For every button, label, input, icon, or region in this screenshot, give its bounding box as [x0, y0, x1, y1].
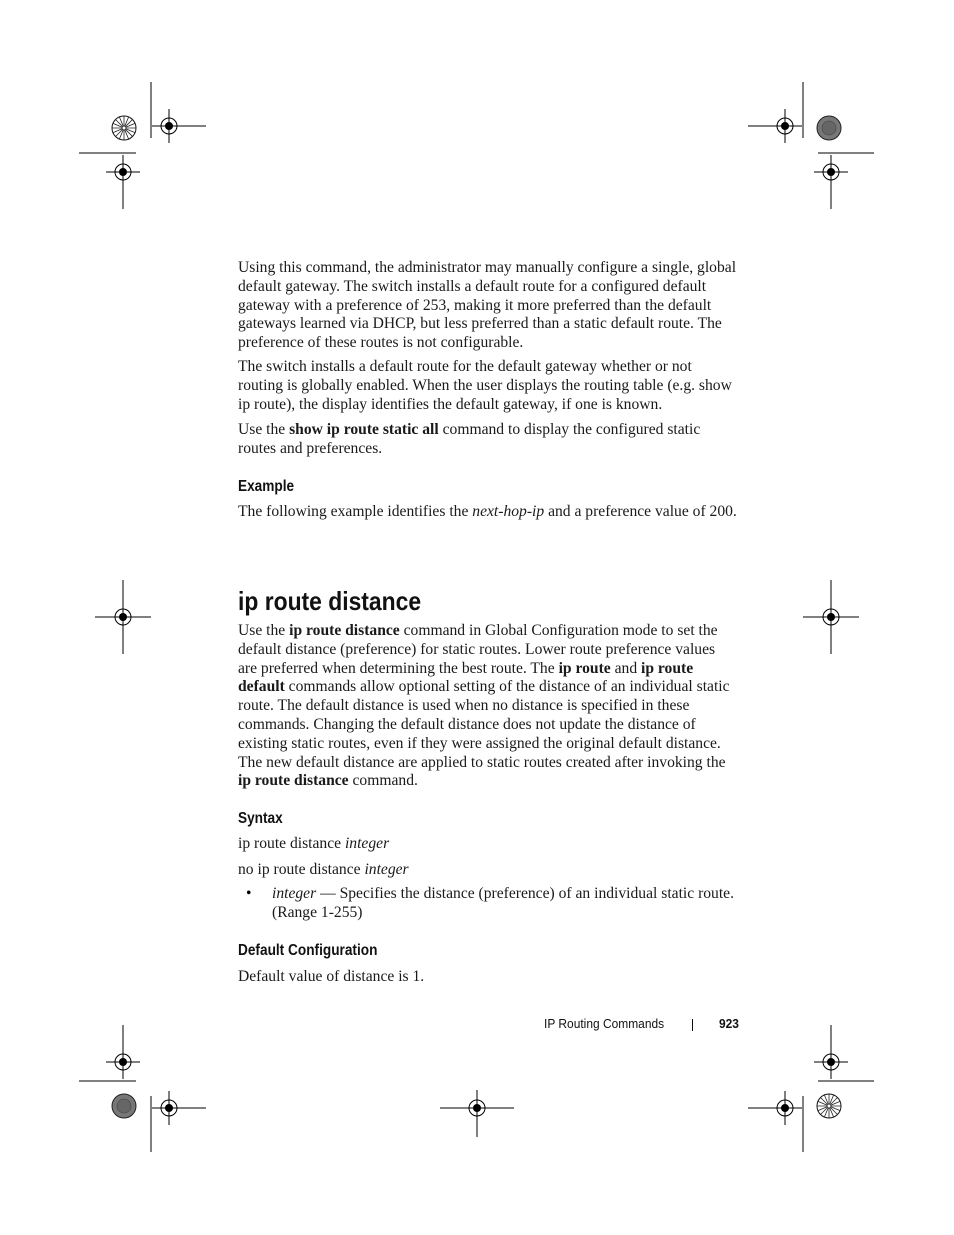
default-configuration-heading: Default Configuration	[238, 942, 378, 959]
paragraph-text: Use the ip route distance command in Global Configuration mode to set the default distance (preference) for static routes. Lower route preference values are preferred when determining the best route. The ip route and ip route default commands allow optional setting of the distance of an individual static route. The default distance is used when no distance is specified in these commands. Changing the default distance does not update the distance of existing static routes, even if they were assigned the original default distance. The new default distance are applied to static routes created after invoking the ip route distance command.	[238, 622, 730, 790]
side-mark-left	[95, 580, 151, 654]
corner-mark-bottom-right	[748, 1025, 874, 1152]
section-intro-paragraph	[238, 622, 738, 791]
intro-paragraph-3	[238, 421, 738, 459]
paragraph-text: The switch installs a default route for the default gateway whether or not routing is globally enabled. When the user displays the routing table (e.g. show ip route), the display identifies the default gateway, if one is known.	[238, 358, 732, 413]
section-title: ip route distance	[238, 586, 422, 616]
syntax-parameter-item: integer — Specifies the distance (preference) of an individual static route. (Range 1-255)	[272, 885, 735, 921]
bottom-center-mark	[440, 1090, 514, 1137]
example-paragraph	[238, 503, 738, 522]
syntax-line-2: no ip route distance integer	[238, 861, 409, 878]
footer-page-number: 923	[719, 1016, 739, 1031]
side-mark-right	[803, 580, 859, 654]
corner-mark-top-right	[748, 82, 874, 209]
corner-mark-top-left	[79, 82, 206, 209]
corner-mark-bottom-left	[79, 1025, 206, 1152]
footer-section-name: IP Routing Commands	[544, 1016, 665, 1031]
paragraph-text: Using this command, the administrator may manually configure a single, global default gateway. The switch installs a default route for a configured default gateway with a preference of 253, making it more preferred than the default gateways learned via DHCP, but less preferred than a static default route. The preference of these routes is not configurable.	[238, 259, 737, 352]
paragraph-text: The following example identifies the next-hop-ip and a preference value of 200.	[238, 503, 737, 520]
intro-paragraph-2	[238, 358, 738, 414]
intro-paragraph-1	[238, 259, 738, 353]
syntax-heading: Syntax	[238, 810, 283, 827]
footer-separator	[692, 1019, 693, 1031]
default-configuration-text: Default value of distance is 1.	[238, 968, 425, 985]
command-name: show ip route static all	[289, 421, 439, 438]
paragraph-text: Use the show ip route static all command to display the configured static routes and preferences.	[238, 421, 701, 457]
example-heading: Example	[238, 478, 295, 495]
bullet-marker: •	[246, 885, 252, 902]
syntax-line-1: ip route distance integer	[238, 835, 390, 852]
